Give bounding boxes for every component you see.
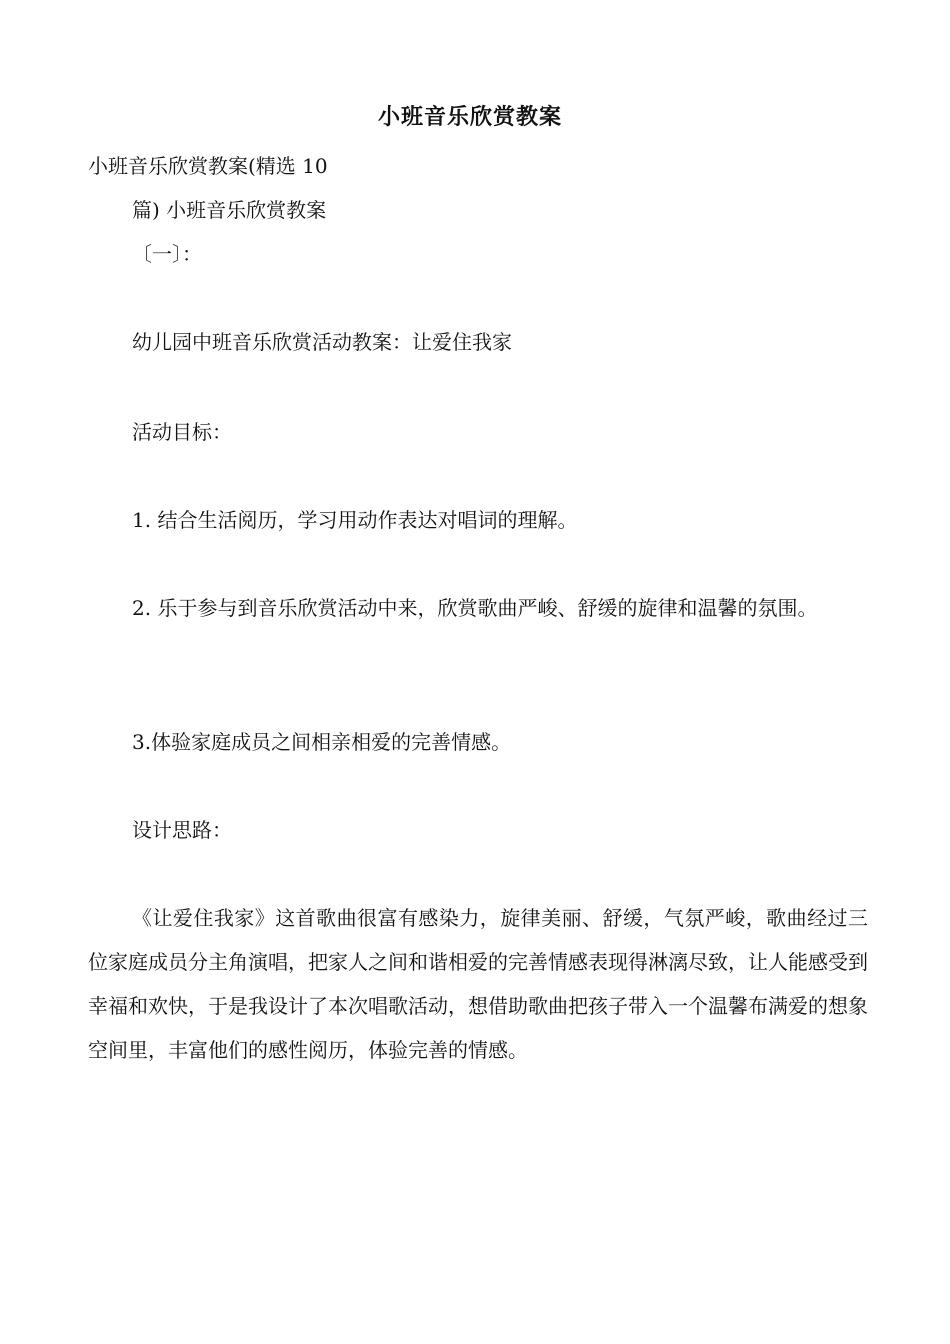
goal-item-3: 3.体验家庭成员之间相亲相爱的完善情感。 xyxy=(132,730,512,754)
section-marker: 〔一〕： xyxy=(132,242,202,266)
document-title: 小班音乐欣赏教案 xyxy=(377,104,562,130)
goals-heading: 活动目标： xyxy=(132,420,232,444)
goal-item-1: 1. 结合生活阅历，学习用动作表达对唱词的理解。 xyxy=(132,508,578,532)
design-paragraph: 《让爱住我家》这首歌曲很富有感染力，旋律美丽、舒缓，气氛严峻，歌曲经过三位家庭成员分主角演唱，把家人之间和谐相爱的完善情感表现得淋漓尽致，让人能感受到幸福和欢快，于是我设计了本次唱歌活动，想借助歌曲把孩子带入一个温馨布满爱的想象空间里，丰富他们的感性阅历，体验完善的情感。 xyxy=(88,906,868,1062)
lesson-title: 幼儿园中班音乐欣赏活动教案：让爱住我家 xyxy=(132,330,512,354)
subtitle-line-2: 篇) 小班音乐欣赏教案 xyxy=(132,198,327,222)
goal-item-2: 2. 乐于参与到音乐欣赏活动中来，欣赏歌曲严峻、舒缓的旋律和温馨的氛围。 xyxy=(132,596,818,620)
subtitle-line-1: 小班音乐欣赏教案(精选 10 xyxy=(88,154,328,178)
design-heading: 设计思路： xyxy=(132,818,232,842)
